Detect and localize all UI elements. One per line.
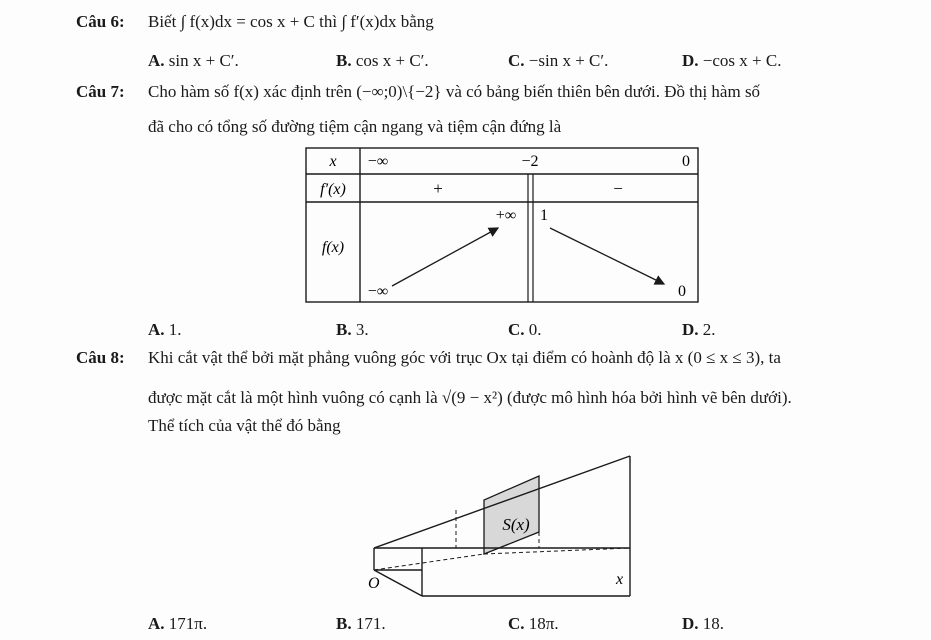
option-text: 3. [355, 320, 369, 339]
option-text: 0. [528, 320, 542, 339]
option-text: cos x + C′. [355, 51, 429, 70]
table-border [306, 148, 698, 302]
question-6-stem: Biết ∫ f(x)dx = cos x + C thì ∫ f′(x)dx bằng [148, 12, 434, 31]
q7-option-b[interactable] [336, 320, 369, 340]
q6-option-d[interactable] [682, 51, 781, 71]
option-letter: C. [508, 51, 525, 70]
origin-label: O [368, 575, 380, 592]
table-fp-label: f′(x) [320, 181, 346, 198]
option-letter: B. [336, 51, 352, 70]
q8-option-b[interactable] [336, 614, 386, 634]
option-letter: C. [508, 614, 525, 633]
option-text: −cos x + C. [702, 51, 782, 70]
option-letter: D. [682, 320, 699, 339]
hidden-axis-line [484, 548, 630, 554]
question-7-line-2: đã cho có tổng số đường tiệm cận ngang và tiệm cận đứng là [148, 117, 562, 136]
q8-option-a[interactable] [148, 614, 207, 634]
option-letter: A. [148, 51, 165, 70]
question-8-label: Câu 8: [76, 348, 125, 367]
f-value-1: 1 [540, 207, 548, 224]
bottom-diagonal-edge [374, 570, 422, 596]
q6-option-a[interactable] [148, 51, 239, 71]
f-value-pos-inf: +∞ [495, 207, 517, 224]
option-text: 2. [702, 320, 716, 339]
f-value-neg-inf: −∞ [367, 283, 389, 300]
option-letter: A. [148, 320, 165, 339]
option-text: 1. [168, 320, 182, 339]
question-8-line-2: được mặt cắt là một hình vuông có cạnh là √(9 − x²) (được mô hình hóa bởi hình vẽ bên dưới). [148, 388, 792, 407]
option-letter: D. [682, 614, 699, 633]
option-text: 171. [355, 614, 386, 633]
q7-option-c[interactable] [508, 320, 542, 340]
decreasing-arrow [550, 228, 664, 284]
option-letter: B. [336, 320, 352, 339]
x-value-neg-2: −2 [521, 153, 539, 170]
fp-sign-plus: + [433, 179, 443, 198]
question-8-line-3: Thể tích của vật thể đó bằng [148, 416, 341, 435]
x-value-0: 0 [682, 153, 690, 170]
option-text: −sin x + C′. [528, 51, 609, 70]
option-text: 18. [702, 614, 725, 633]
option-letter: C. [508, 320, 525, 339]
q8-option-d[interactable] [682, 614, 724, 634]
solid-figure [360, 448, 650, 608]
option-letter: D. [682, 51, 699, 70]
f-value-0: 0 [678, 283, 686, 300]
option-text: 18π. [528, 614, 559, 633]
q6-option-b[interactable] [336, 51, 429, 71]
option-letter: B. [336, 614, 352, 633]
question-7-label: Câu 7: [76, 82, 125, 101]
q7-option-a[interactable] [148, 320, 182, 340]
option-text: sin x + C′. [168, 51, 239, 70]
section-label: S(x) [502, 515, 530, 534]
axis-x-label: x [616, 571, 624, 588]
table-x-label: x [329, 153, 337, 170]
increasing-arrow [392, 228, 498, 286]
question-8-line-1: Khi cắt vật thể bởi mặt phẳng vuông góc với trục Ox tại điểm có hoành độ là x (0 ≤ x ≤ 3), ta [148, 348, 781, 367]
question-6-label: Câu 6: [76, 12, 125, 31]
table-f-label: f(x) [321, 239, 345, 256]
q6-option-c[interactable] [508, 51, 608, 71]
variation-table [300, 144, 700, 306]
x-value-neg-inf: −∞ [367, 153, 389, 170]
hidden-base-edge [374, 554, 484, 570]
fp-sign-minus: − [613, 179, 623, 198]
option-letter: A. [148, 614, 165, 633]
q7-option-d[interactable] [682, 320, 716, 340]
option-text: 171π. [168, 614, 208, 633]
question-7-line-1: Cho hàm số f(x) xác định trên (−∞;0)\{−2} và có bảng biến thiên bên dưới. Đồ thị hàm số [148, 82, 761, 101]
q8-option-c[interactable] [508, 614, 559, 634]
